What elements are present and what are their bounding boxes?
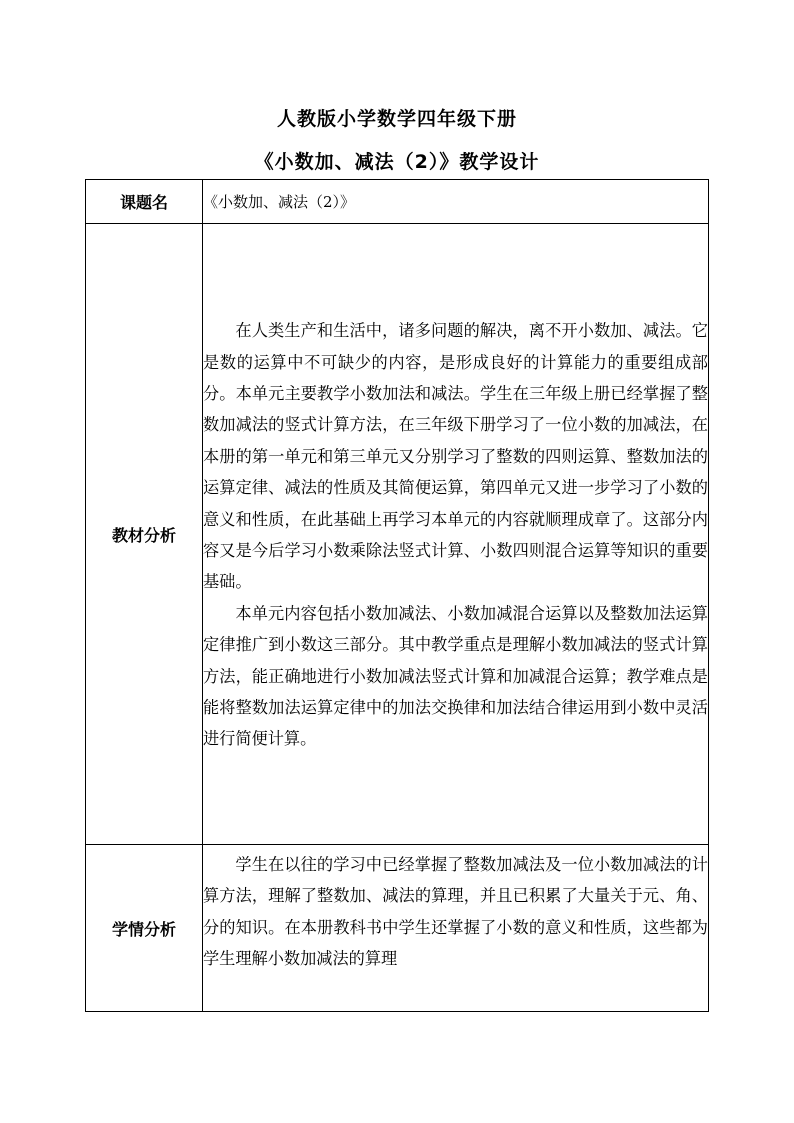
material-analysis-cell [203, 224, 709, 845]
material-analysis-label: 教材分析 [86, 224, 203, 845]
document-subtitle: 《小数加、减法（2）》教学设计 [254, 151, 540, 173]
topic-label: 课题名 [86, 180, 203, 224]
document-title: 人教版小学数学四年级下册 [276, 108, 517, 130]
material-analysis-paragraph-2: 本单元内容包括小数加减法、小数加减混合运算以及整数加法运算定律推广到小数这三部分。其中教学重点是理解小数加减法的竖式计算方法，能正确地进行小数加减法竖式计算和加减混合运算；教学难点是能将整数加法运算定律中的加法交换律和加法结合律运用到小数中灵活进行简便计算。 [203, 603, 708, 749]
student-analysis-cell [203, 845, 709, 1012]
table-row-student-analysis [86, 845, 709, 1012]
material-analysis-paragraph-1: 在人类生产和生活中，诸多问题的解决，离不开小数加、减法。它是数的运算中不可缺少的内容，是形成良好的计算能力的重要组成部分。本单元主要教学小数加法和减法。学生在三年级上册已经掌握了整数加减法的竖式计算方法，在三年级下册学习了一位小数的加减法，在本册的第一单元和第三单元又分别学习了整数的四则运算、整数加法的运算定律、减法的性质及其简便运算，第四单元又进一步学习了小数的意义和性质，在此基础上再学习本单元的内容就顺理成章了。这部分内容又是今后学习小数乘除法竖式计算、小数四则混合运算等知识的重要基础。 [203, 321, 708, 592]
lesson-design-table [85, 179, 709, 1012]
topic-value: 《小数加、减法（2）》 [203, 180, 709, 224]
table-row-topic [86, 180, 709, 224]
student-analysis-label: 学情分析 [86, 845, 203, 1012]
table-row-material-analysis [86, 224, 709, 845]
student-analysis-paragraph-1: 学生在以往的学习中已经掌握了整数加减法及一位小数加减法的计算方法，理解了整数加、减法的算理，并且已积累了大量关于元、角、分的知识。在本册教科书中学生还掌握了小数的意义和性质，这些都为学生理解小数加减法的算理 [203, 855, 708, 969]
